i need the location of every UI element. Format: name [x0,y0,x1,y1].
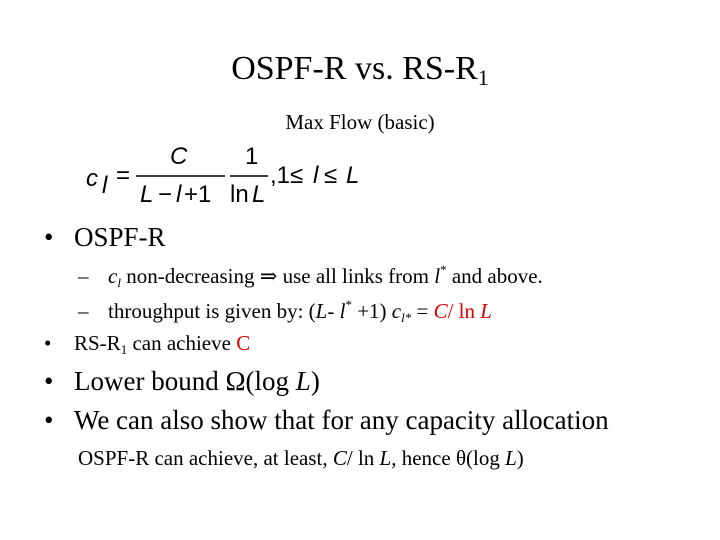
bullet-dot: • [44,366,54,396]
formula-frac1-den-L: L [140,181,154,208]
bullet-dot: • [44,222,54,252]
bullet-rs-r: • $RS-R_1$ can achieve C [44,331,251,357]
subbullet-throughput: – throughput is given by: (L- l* +1) $c_{l*} = C/$ ln L [78,297,492,325]
formula-range-l: l [313,162,319,189]
title-subscript: 1 [477,65,489,90]
formula-frac2-den-ln: ln [230,181,249,208]
bullet-lower-bound: • Lower bound Ω(log L) [44,366,320,396]
formula-c: c [86,165,98,192]
formula-c-subscript: l [102,172,108,199]
formula-equals: = [116,162,131,189]
continuation-line: OSPF-R can achieve, at least, C/ ln L, hence θ(log L) [78,446,524,470]
formula-range-le: ≤ [324,162,338,189]
bullet-capacity-allocation: • We can also show that for any capacity allocation [44,405,609,435]
formula-frac1-den-l: l [176,181,182,208]
formula-frac1-numerator: C [170,143,188,170]
formula-range-start: ,1≤ [270,162,304,189]
bullet-ospf-r [44,222,166,253]
formula-frac1-den-minus: − [158,181,173,208]
formula-frac2-den-L: L [252,181,266,208]
capacity-formula [84,136,384,212]
subbullet-nondecreasing: – $c_l$ non-decreasing ⇒ use all links from l* and above. [78,262,543,290]
formula-range-L: L [346,162,360,189]
dash-marker: – [78,264,89,288]
slide-subtitle: Max Flow (basic) [285,110,435,134]
bullet-dot: • [44,331,52,355]
formula-frac1-den-plus1: +1 [184,181,212,208]
bullet-text: OSPF-R [74,222,166,252]
dash-marker: – [78,299,89,323]
bullet-dot: • [44,405,54,435]
formula-frac2-numerator: 1 [245,143,259,170]
slide-title: OSPF-R vs. $RS-R_1$ [231,50,489,90]
